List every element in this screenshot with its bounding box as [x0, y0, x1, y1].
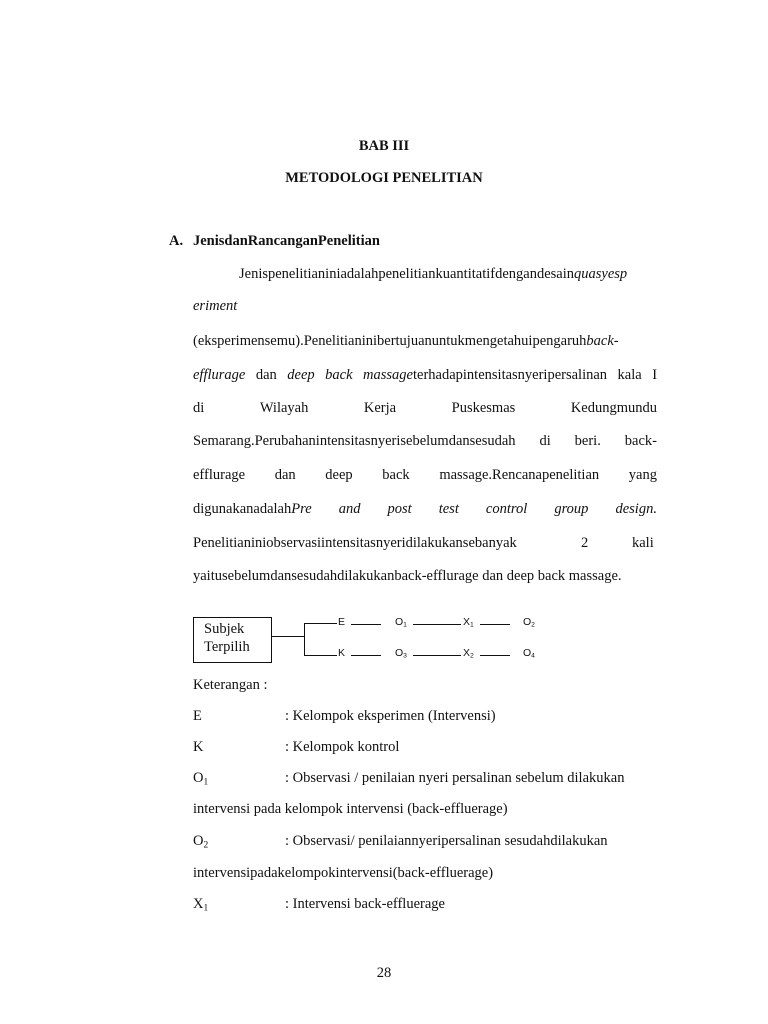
- row2-line-3: [480, 655, 510, 656]
- paragraph-line-3: (eksperimensemu).Penelitianinibertujuanuntukmengetahuipengaruhback-: [193, 333, 619, 349]
- paragraph-line-6: Semarang.Perubahanintensitasnyerisebelumdansesudah di beri. back-: [193, 433, 657, 449]
- row1-line-1: [351, 624, 381, 625]
- legend-title: Keterangan :: [193, 677, 268, 693]
- subject-label-2: Terpilih: [204, 639, 250, 655]
- legend-desc-e: : Kelompok eksperimen (Intervensi): [285, 708, 496, 724]
- row2-pretest: $O_3$: [395, 647, 407, 660]
- section-title: JenisdanRancanganPenelitian: [193, 233, 380, 249]
- row2-line-1: [351, 655, 381, 656]
- legend-symbol-x1: $X_1$: [193, 896, 209, 914]
- legend-symbol-o1: $O_1$: [193, 770, 209, 788]
- row1-treatment: $X_1$: [463, 616, 474, 629]
- paragraph-line-8: digunakanadalahPre and post test control group design.: [193, 501, 657, 517]
- connector-vertical: [304, 623, 305, 655]
- legend-desc-o2-cont: intervensipadakelompokintervensi(back-effluerage): [193, 865, 494, 881]
- connector-branch-bottom: [304, 655, 337, 656]
- row2-posttest: $O_4$: [523, 647, 535, 660]
- legend-desc-o1: : Observasi / penilaian nyeri persalinan sebelum dilakukan: [285, 770, 625, 786]
- row1-line-2: [413, 624, 461, 625]
- chapter-title: METODOLOGI PENELITIAN: [285, 170, 483, 186]
- row2-group: K: [338, 647, 346, 659]
- row1-group: E: [338, 616, 346, 628]
- paragraph-line-2: eriment: [193, 298, 238, 314]
- legend-symbol-o2: $O_2$: [193, 833, 209, 851]
- legend-desc-o2: : Observasi/ penilaiannyeripersalinan sesudahdilakukan: [285, 833, 608, 849]
- row1-posttest: $O_2$: [523, 616, 535, 629]
- legend-symbol-e: E: [193, 708, 202, 724]
- paragraph-line-5: di Wilayah Kerja Puskesmas Kedungmundu: [193, 400, 657, 416]
- row1-pretest: $O_1$: [395, 616, 407, 629]
- subject-label-1: Subjek: [204, 621, 245, 637]
- row2-treatment: $X_2$: [463, 647, 474, 660]
- connector-branch-top: [304, 623, 337, 624]
- row2-line-2: [413, 655, 461, 656]
- paragraph-line-10: yaitusebelumdansesudahdilakukanback-efflurage dan deep back massage.: [193, 568, 622, 584]
- paragraph-line-9a: Penelitianiniobservasiintensitasnyeridilakukansebanyak: [193, 535, 517, 551]
- row1-line-3: [480, 624, 510, 625]
- legend-desc-o1-cont: intervensi pada kelompok intervensi (back-effluerage): [193, 801, 508, 817]
- chapter-heading: BAB III: [358, 138, 410, 154]
- legend-desc-x1: : Intervensi back-effluerage: [285, 896, 445, 912]
- paragraph-line-9c: kali: [632, 535, 654, 551]
- section-number: A.: [169, 233, 184, 249]
- paragraph-line-4: efflurage dan deep back massageterhadapintensitasnyeripersalinan kala I: [193, 367, 658, 383]
- connector-horizontal: [271, 636, 304, 637]
- legend-symbol-k: K: [193, 739, 204, 755]
- paragraph-line-7: efflurage dan deep back massage.Rencanapenelitian yang: [193, 467, 657, 483]
- paragraph-line-9b: 2: [581, 535, 589, 551]
- legend-desc-k: : Kelompok kontrol: [285, 739, 400, 755]
- paragraph-line-1: Jenispenelitianiniadalahpenelitiankuantitatifdengandesainquasyesp: [239, 266, 628, 282]
- page-number: 28: [376, 965, 392, 981]
